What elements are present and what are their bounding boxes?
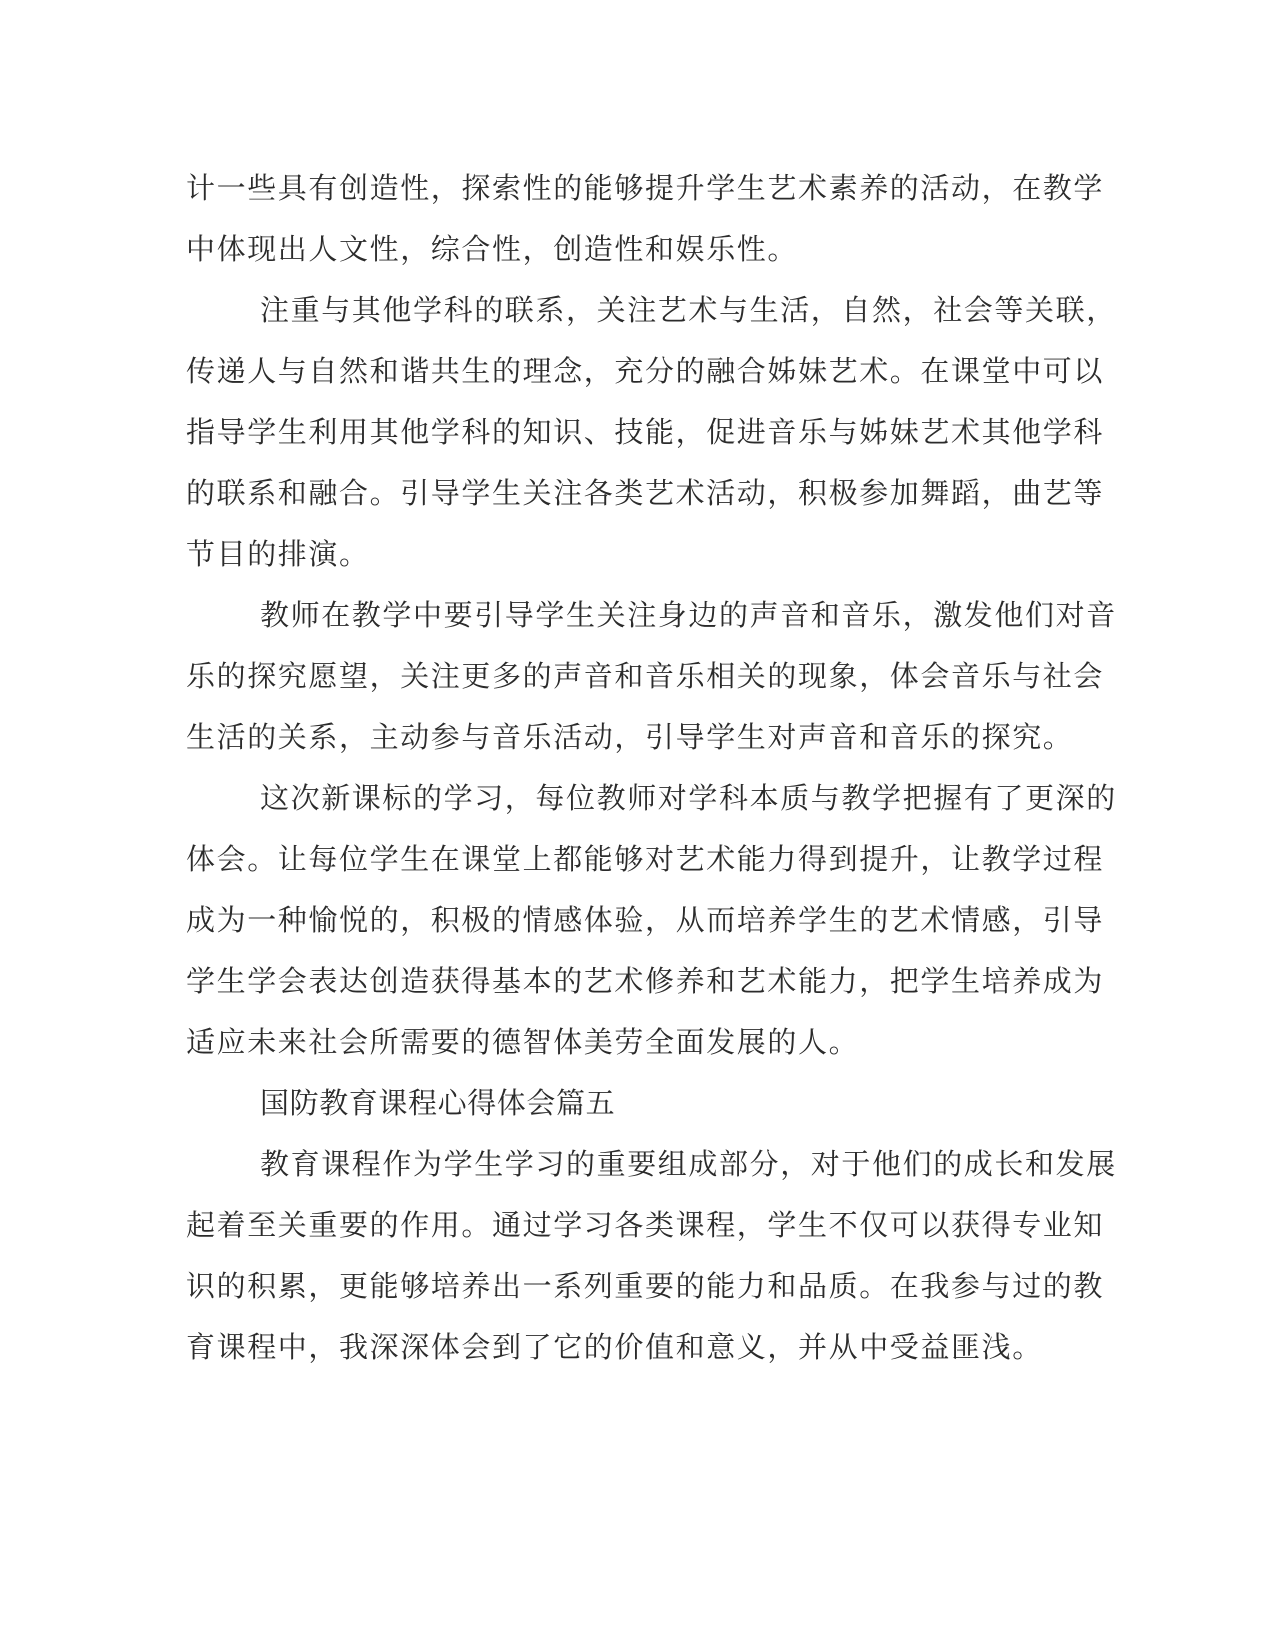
paragraph-first-line: 这次新课标的学习，每位教师对学科本质与教学把握有了更深的 — [260, 781, 1117, 815]
text-line: 生活的关系，主动参与音乐活动，引导学生对声音和音乐的探究。 — [186, 720, 1074, 754]
text-line: 节目的排演。 — [186, 537, 370, 571]
section-heading: 国防教育课程心得体会篇五 — [260, 1086, 616, 1120]
text-line: 适应未来社会所需要的德智体美劳全面发展的人。 — [186, 1025, 860, 1059]
text-line: 指导学生利用其他学科的知识、技能，促进音乐与姊妹艺术其他学科 — [186, 415, 1105, 449]
text-line: 的联系和融合。引导学生关注各类艺术活动，积极参加舞蹈，曲艺等 — [186, 476, 1105, 510]
text-line: 起着至关重要的作用。通过学习各类课程，学生不仅可以获得专业知 — [186, 1208, 1105, 1242]
paragraph-first-line: 注重与其他学科的联系，关注艺术与生活，自然，社会等关联， — [260, 293, 1117, 327]
text-line: 识的积累，更能够培养出一系列重要的能力和品质。在我参与过的教 — [186, 1269, 1105, 1303]
text-line: 育课程中，我深深体会到了它的价值和意义，并从中受益匪浅。 — [186, 1330, 1043, 1364]
text-line: 体会。让每位学生在课堂上都能够对艺术能力得到提升，让教学过程 — [186, 842, 1105, 876]
paragraph-first-line: 教师在教学中要引导学生关注身边的声音和音乐，激发他们对音 — [260, 598, 1117, 632]
text-line: 乐的探究愿望，关注更多的声音和音乐相关的现象，体会音乐与社会 — [186, 659, 1105, 693]
document-body — [186, 158, 1117, 1378]
text-line: 学生学会表达创造获得基本的艺术修养和艺术能力，把学生培养成为 — [186, 964, 1105, 998]
text-line: 计一些具有创造性，探索性的能够提升学生艺术素养的活动，在教学 — [186, 171, 1105, 205]
paragraph-first-line: 教育课程作为学生学习的重要组成部分，对于他们的成长和发展 — [260, 1147, 1117, 1181]
text-line: 成为一种愉悦的，积极的情感体验，从而培养学生的艺术情感，引导 — [186, 903, 1105, 937]
text-line: 中体现出人文性，综合性，创造性和娱乐性。 — [186, 232, 799, 266]
text-line: 传递人与自然和谐共生的理念，充分的融合姊妹艺术。在课堂中可以 — [186, 354, 1105, 388]
